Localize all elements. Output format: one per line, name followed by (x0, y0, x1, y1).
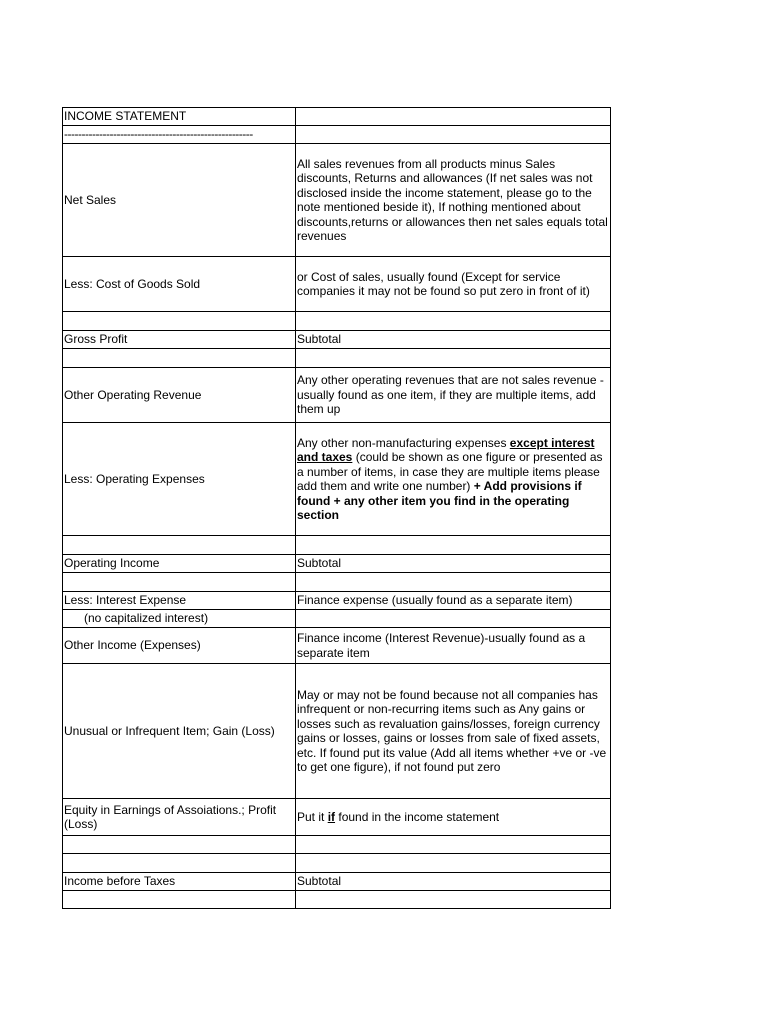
table-row (63, 891, 611, 909)
row-desc-operating-expenses: Any other non-manufacturing expenses except interest and taxes (could be shown as one figure or presented as a number of items, in case they are multiple items please add them and write one number) + Add provisions if found + any other item you find in the operating section (296, 423, 611, 536)
table-row (63, 555, 611, 573)
row-label-equity-earnings: Equity in Earnings of Assoiations.; Profit (Loss) (63, 799, 296, 836)
row-desc-other-income: Finance income (Interest Revenue)-usually found as a separate item (296, 628, 611, 664)
table-row (63, 331, 611, 349)
row-label-income-before-taxes: Income before Taxes (63, 873, 296, 891)
row-label-gross-profit: Gross Profit (63, 331, 296, 349)
table-row (63, 628, 611, 664)
row-label-net-sales: Net Sales (63, 144, 296, 257)
table-row (63, 610, 611, 628)
sheet-title: INCOME STATEMENT (63, 108, 296, 126)
row-label-operating-expenses: Less: Operating Expenses (63, 423, 296, 536)
row-desc-income-before-taxes: Subtotal (296, 873, 611, 891)
row-desc-net-sales: All sales revenues from all products minus Sales discounts, Returns and allowances (If net sales was not disclosed inside the income statement, please go to the note mentioned beside it), If nothing mentioned about discounts,returns or allowances then net sales equals total revenues (296, 144, 611, 257)
row-desc-operating-income: Subtotal (296, 555, 611, 573)
table-row (63, 108, 611, 126)
table-row (63, 592, 611, 610)
row-desc-cogs: or Cost of sales, usually found (Except for service companies it may not be found so put zero in front of it) (296, 257, 611, 312)
bold-note: + Add provisions if found + any other item you find in the operating section (297, 479, 582, 522)
row-label-other-operating-revenue: Other Operating Revenue (63, 368, 296, 423)
emphasis-text: if (327, 809, 336, 824)
table-row (63, 854, 611, 873)
table-row (63, 836, 611, 854)
table-row (63, 536, 611, 555)
income-statement-table (62, 107, 611, 909)
row-label-other-income: Other Income (Expenses) (63, 628, 296, 664)
row-label-operating-income: Operating Income (63, 555, 296, 573)
row-label-cogs: Less: Cost of Goods Sold (63, 257, 296, 312)
table-row (63, 312, 611, 331)
table-row (63, 573, 611, 592)
emphasis-text: except interest and taxes (297, 435, 595, 464)
row-desc-gross-profit: Subtotal (296, 331, 611, 349)
table-row (63, 799, 611, 836)
row-label-no-capitalized-interest: (no capitalized interest) (84, 611, 209, 626)
row-desc-interest-expense: Finance expense (usually found as a separate item) (296, 592, 611, 610)
row-label-interest-expense: Less: Interest Expense (63, 592, 296, 610)
table-row (63, 664, 611, 799)
row-desc-unusual-item: May or may not be found because not all companies has infrequent or non-recurring items such as Any gains or losses such as revaluation gains/losses, foreign currency gains or losses, gains or losses from sale of fixed assets, etc. If found put its value (Add all items whether +ve or -ve to get one figure), if not found put zero (296, 664, 611, 799)
table-row (63, 144, 611, 257)
row-desc-other-operating-revenue: Any other operating revenues that are not sales revenue -usually found as one item, if they are multiple items, add them up (296, 368, 611, 423)
table-row (63, 126, 611, 144)
table-row (63, 873, 611, 891)
table-row (63, 423, 611, 536)
table-row (63, 349, 611, 368)
row-label-unusual-item: Unusual or Infrequent Item; Gain (Loss) (63, 664, 296, 799)
divider-line: ------------------------------------------------------ (63, 126, 296, 144)
table-row (63, 368, 611, 423)
row-desc-equity-earnings: Put it if found in the income statement (296, 799, 611, 836)
table-row (63, 257, 611, 312)
